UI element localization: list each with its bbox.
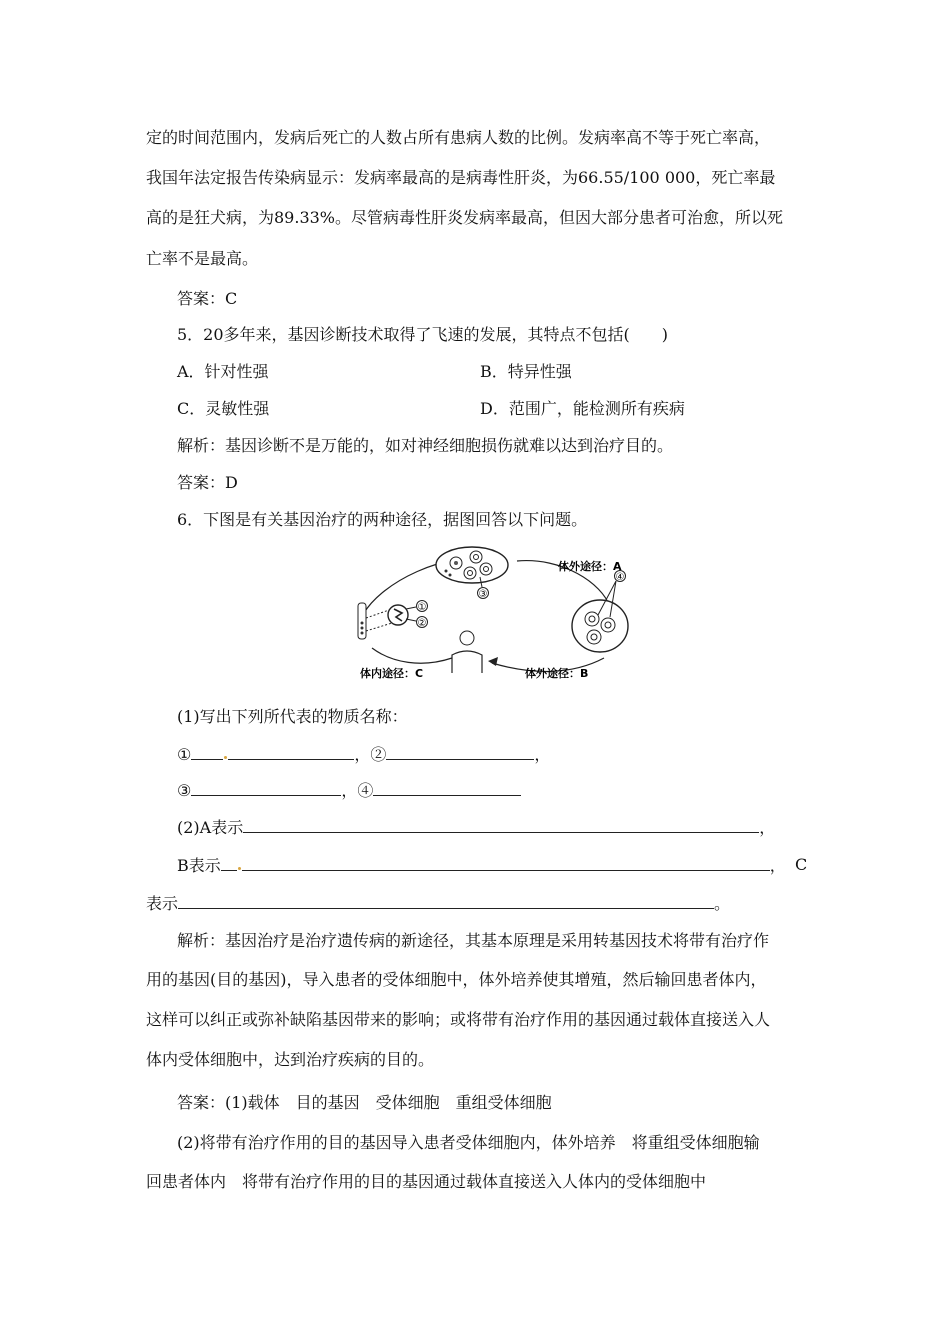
svg-text:①: ① — [417, 602, 427, 613]
q6-analysis-line: 这样可以纠正或弥补缺陷基因带来的影响；或将带有治疗作用的基因通过载体直接送入人 — [146, 1010, 771, 1029]
arrow-arc-bottom-left — [372, 648, 452, 663]
blank-1[interactable] — [228, 744, 354, 760]
human-body-icon — [452, 651, 482, 673]
blank-4[interactable] — [373, 780, 521, 796]
q6-sub2-b: B表示 ， — [177, 856, 786, 875]
svg-text:④: ④ — [615, 572, 625, 583]
paragraph-line: 高的是狂犬病，为89.33%。尽管病毒性肝炎发病率最高，但因大部分患者可治愈，所以死 — [146, 208, 784, 227]
q6-sub1: (1)写出下列所代表的物质名称： — [177, 707, 408, 726]
q6-sub2-a: (2)A表示 ， — [177, 818, 776, 837]
blank-b[interactable] — [242, 855, 770, 871]
blank-a[interactable] — [243, 817, 759, 833]
answer-4: 答案：C — [177, 289, 238, 308]
circled-1: ① — [177, 745, 192, 764]
q6-blanks-row1: ① ，② ， — [177, 745, 551, 764]
paragraph-line: 我国年法定报告传染病显示：发病率最高的是病毒性肝炎，为66.55/100 000，死亡率最 — [146, 168, 776, 187]
q6-answer-1: 答案：(1)载体 目的基因 受体细胞 重组受体细胞 — [177, 1093, 552, 1112]
paragraph-line: 定的时间范围内，发病后死亡的人数占所有患病人数的比例。发病率高不等于死亡率高， — [146, 128, 771, 147]
q5-analysis: 解析：基因诊断不是万能的，如对神经细胞损伤就难以达到治疗目的。 — [177, 436, 674, 455]
q5-option-a: A．针对性强 — [177, 362, 269, 381]
q5-answer: 答案：D — [177, 473, 238, 492]
q5-option-b: B．特异性强 — [480, 362, 572, 381]
label-route-a: 体外途径：A — [558, 560, 622, 573]
circled-3: ③ — [177, 781, 192, 800]
q6-blanks-row2: ③ ，④ — [177, 780, 521, 801]
blank-b-start[interactable] — [221, 855, 237, 871]
q5-option-c: C．灵敏性强 — [177, 399, 270, 418]
svg-text:③: ③ — [478, 589, 488, 600]
q6-sub2-c: 表示 。 — [146, 894, 731, 913]
circled-4: ④ — [357, 781, 374, 800]
q6-sub2-c-label: C — [795, 855, 808, 874]
blank-1a[interactable] — [191, 744, 223, 760]
svg-text:②: ② — [417, 618, 427, 629]
label-route-b: 体外途径：B — [525, 667, 589, 680]
q6-stem: 6．下图是有关基因治疗的两种途径，据图回答以下问题。 — [177, 510, 588, 529]
q5-option-d: D．范围广，能检测所有疾病 — [480, 399, 685, 418]
paragraph-line: 亡率不是最高。 — [146, 249, 259, 268]
blank-3[interactable] — [191, 780, 341, 796]
q5-stem: 5．20多年来，基因诊断技术取得了飞速的发展，其特点不包括( ) — [177, 325, 669, 344]
label-route-c: 体内途径：C — [360, 667, 424, 680]
q6-answer-2: 回患者体内 将带有治疗作用的目的基因通过载体直接送入人体内的受体细胞中 — [146, 1172, 707, 1191]
q6-answer-2: (2)将带有治疗作用的目的基因导入患者受体细胞内，体外培养 将重组受体细胞输 — [177, 1133, 760, 1152]
q6-analysis-line: 体内受体细胞中，达到治疗疾病的目的。 — [146, 1050, 435, 1069]
q6-analysis-line: 用的基因(目的基因)，导入患者的受体细胞中，体外培养使其增殖，然后输回患者体内， — [146, 970, 767, 989]
cell-culture-oval — [572, 600, 628, 652]
blank-c[interactable] — [178, 893, 714, 909]
q6-analysis-line: 解析：基因治疗是治疗遗传病的新途径，其基本原理是采用转基因技术将带有治疗作 — [177, 931, 770, 950]
gene-therapy-diagram — [352, 543, 644, 685]
circled-2: ② — [370, 745, 387, 764]
human-head-icon — [460, 631, 474, 645]
blank-2[interactable] — [386, 744, 534, 760]
